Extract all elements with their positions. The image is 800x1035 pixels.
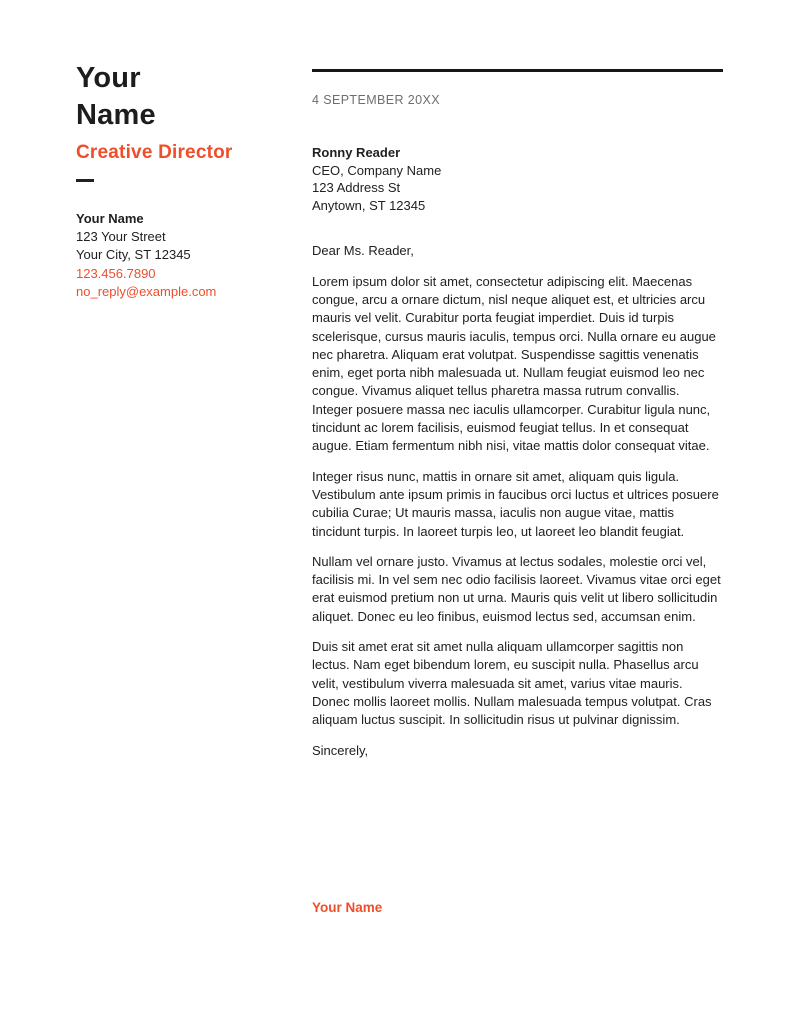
header-rule (312, 69, 723, 72)
letter-paragraph: Duis sit amet erat sit amet nulla aliquam ullamcorper sagittis non lectus. Nam eget bibendum lorem, eu suscipit nulla. Phasellus arcu velit, vestibulum viverra malesuada sit amet, varius vitae mauris. Donec mollis laoreet mollis. Nullam malesuada tempus volutpat. Cras aliquam luctus suscipit. In sollicitudin risus ut pulvinar dignissim. (312, 639, 712, 728)
letter-paragraph: Lorem ipsum dolor sit amet, consectetur adipiscing elit. Maecenas congue, arcu a ornare dictum, nisl neque aliquet est, et ultricies arcu mauris vel velit. Curabitur porta feugiat imperdiet. Duis id turpis scelerisque, cursus mauris iaculis, tempus orci. Nulla ornare eu augue nec pharetra. Aliquam erat volutpat. Suspendisse sagittis venenatis enim, eget porta nibh malesuada ut. Nullam feugiat euismod leo nec congue. Vivamus aliquet tellus pharetra massa rutrum convallis. Integer posuere massa nec iaculis ullamcorper. Curabitur ligula nunc, tincidunt ac lorem facilisis, euismod feugiat tellus. In et consequat augue. Etiam fermentum nibh nisi, vitae mattis dolor consequat vitae. (312, 273, 716, 454)
recipient-name: Ronny Reader (312, 145, 401, 160)
salutation: Dear Ms. Reader, (312, 243, 414, 259)
signature-name: Your Name (312, 899, 383, 915)
sidebar-role-subtitle: Creative Director (76, 142, 233, 163)
letter-date: 4 SEPTEMBER 20XX (312, 93, 440, 107)
sidebar (76, 60, 291, 301)
letter-paragraph: Nullam vel ornare justo. Vivamus at lectus sodales, molestie orci vel, facilisis mi. In vel sem nec odio facilisis laoreet. Vivamus vitae orci eget erat euismod pretium non ut urna. Mauris quis velit ut libero sollicitudin aliquet. Donec eu leo finibus, euismod lectus sed, accumsan enim. (312, 553, 721, 624)
contact-name: Your Name (76, 211, 144, 226)
contact-phone: 123.456.7890 (76, 265, 156, 281)
letter-body (312, 69, 723, 915)
dash-divider (76, 179, 94, 182)
recipient-city-state-zip: Anytown, ST 12345 (312, 197, 426, 213)
closing: Sincerely, (312, 742, 369, 758)
recipient-block (312, 144, 723, 214)
sidebar-name-heading: Your Name (76, 62, 156, 131)
contact-email: no_reply@example.com (76, 283, 217, 299)
contact-block (76, 210, 291, 301)
contact-street: 123 Your Street (76, 229, 166, 245)
recipient-title-company: CEO, Company Name (312, 162, 442, 178)
letter-paragraph: Integer risus nunc, mattis in ornare sit amet, aliquam quis ligula. Vestibulum ante ipsum primis in faucibus orci luctus et ultrices posuere cubilia Curae; Ut mauris massa, iaculis non augue vitae, mattis tincidunt turpis. In laoreet turpis leo, ut laoreet leo blandit feugiat. (312, 468, 719, 539)
recipient-street: 123 Address St (312, 180, 401, 196)
contact-city-state-zip: Your City, ST 12345 (76, 247, 191, 263)
